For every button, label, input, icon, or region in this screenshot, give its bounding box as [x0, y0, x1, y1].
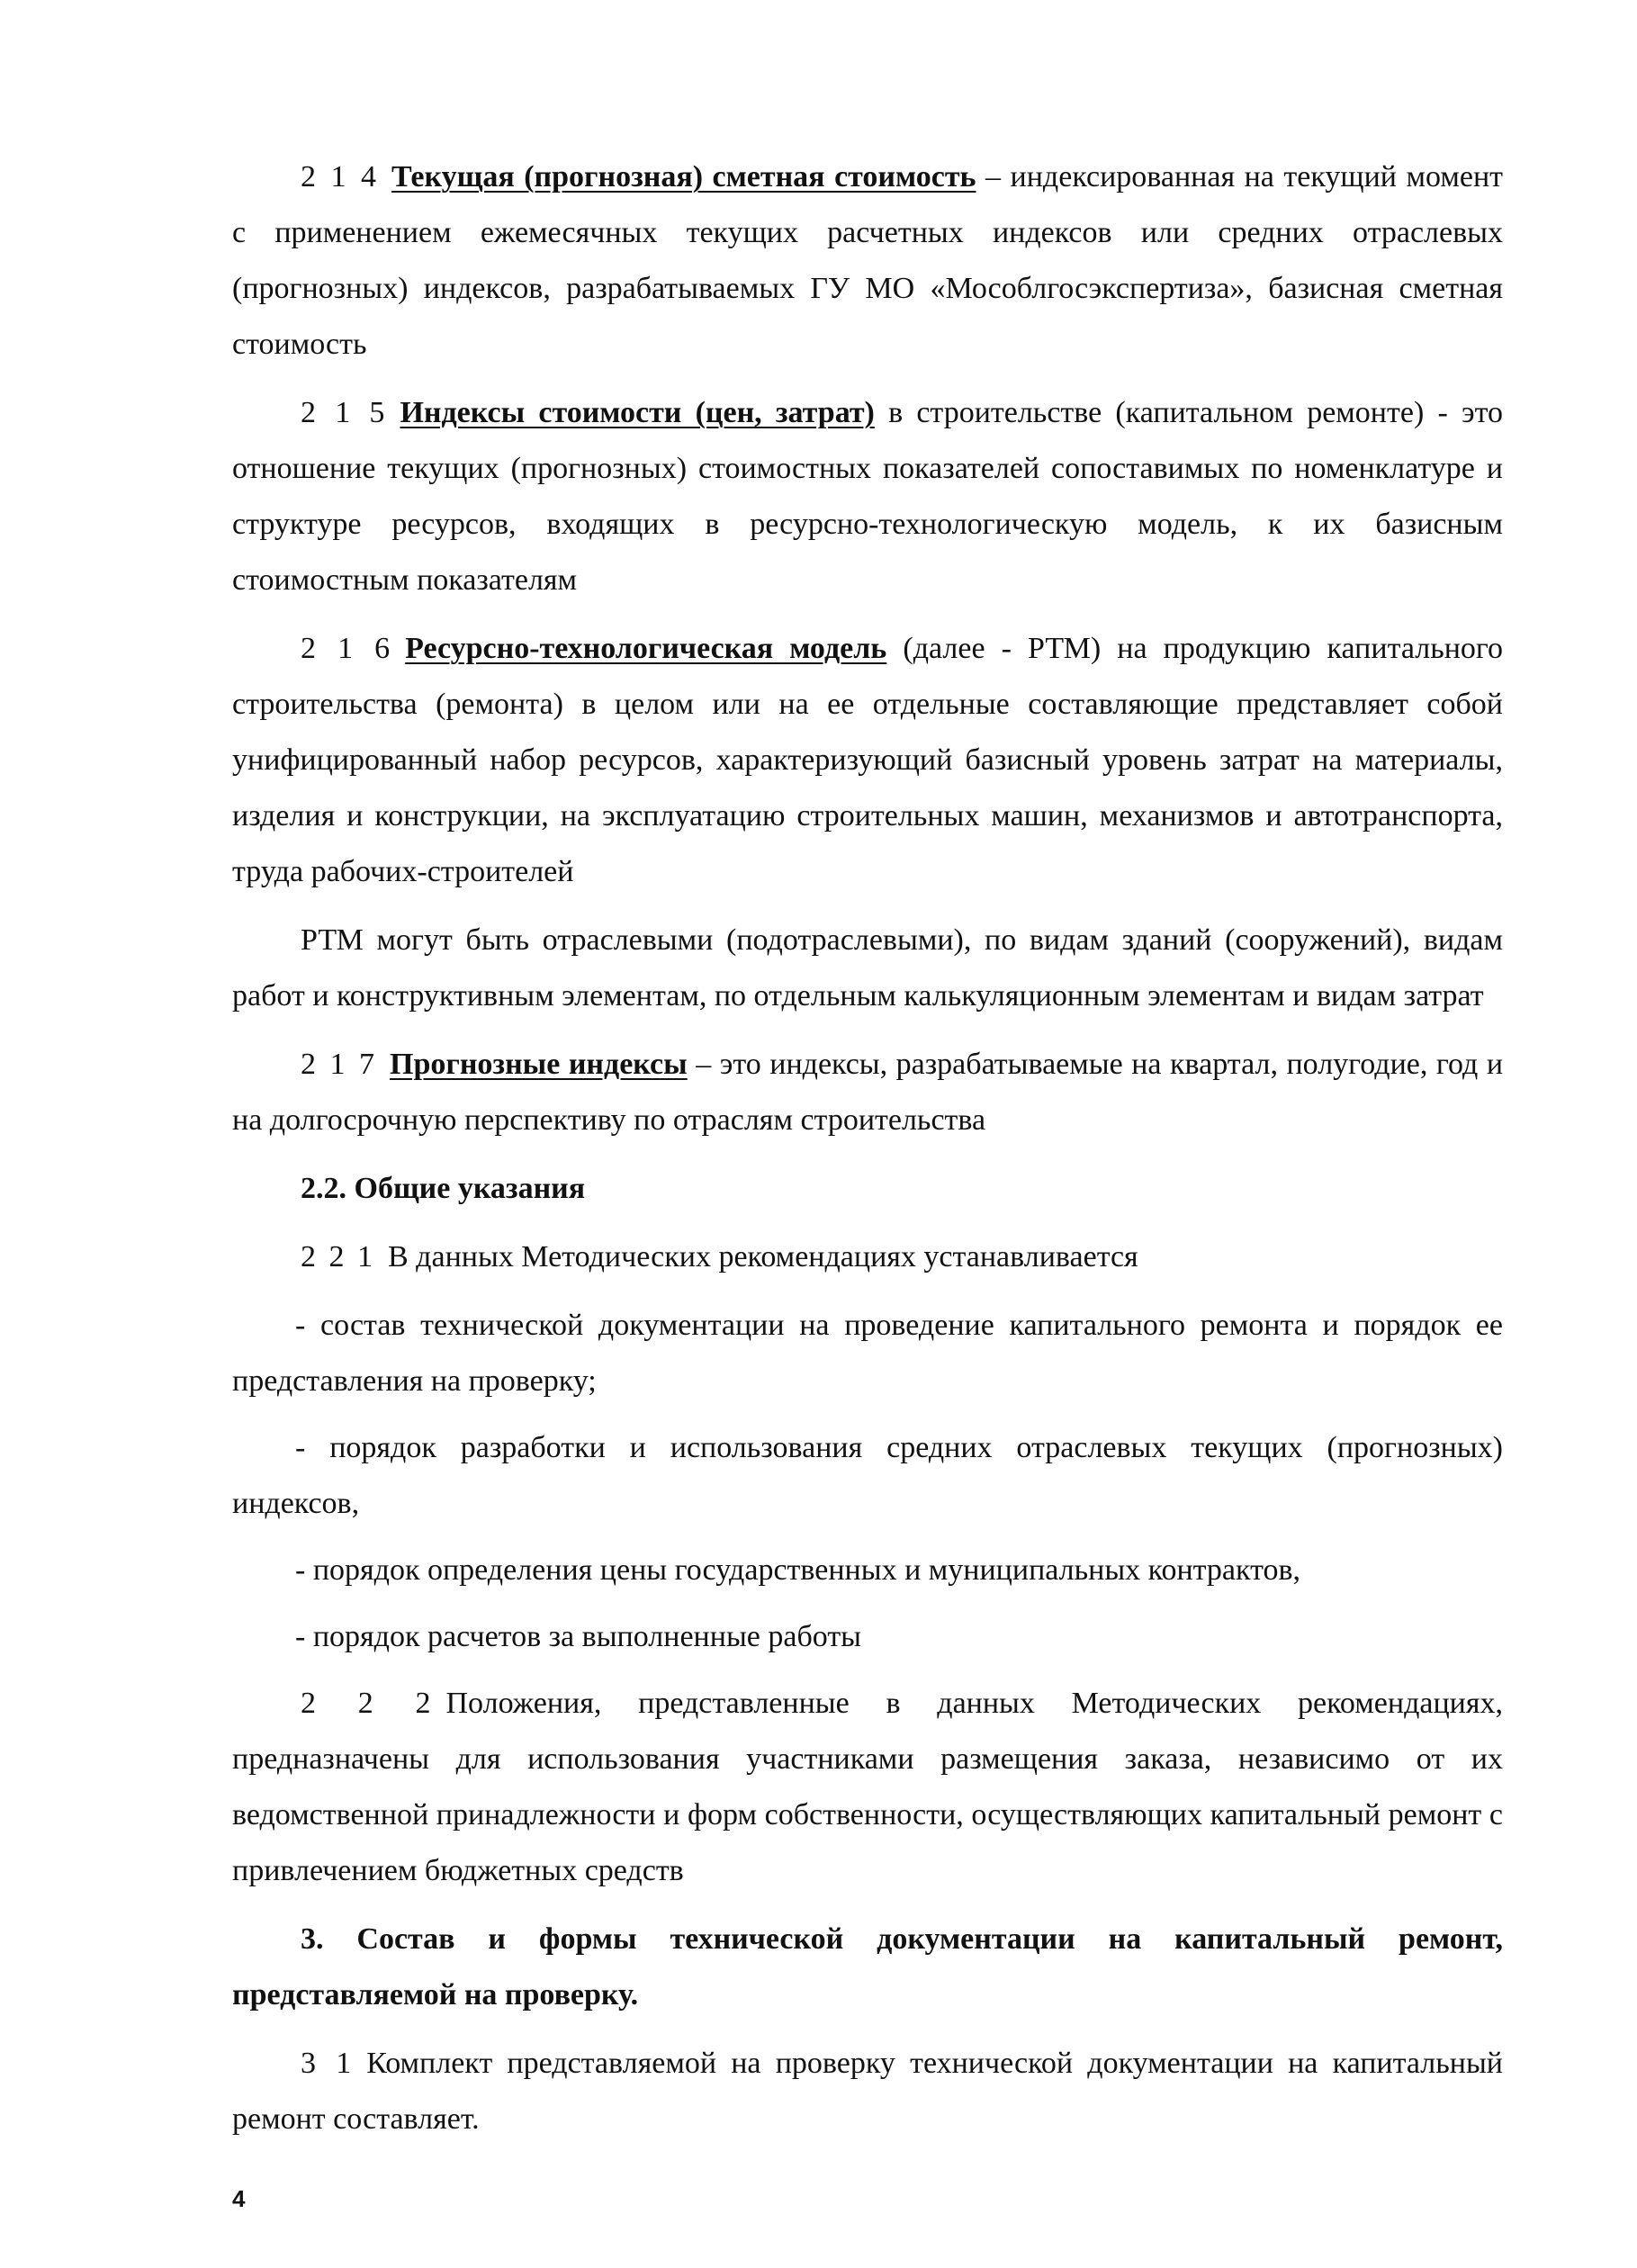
paragraph-2-1-5 — [232, 385, 1503, 608]
paragraph-2-1-6 — [232, 621, 1503, 900]
clause-number: 2 1 7 — [301, 1048, 378, 1081]
list-item: - порядок расчетов за выполненные работы — [295, 1620, 862, 1653]
defined-term: Прогнозные индексы — [390, 1048, 688, 1081]
paragraph-text: – индексированная на текущий момент с применением ежемесячных текущих расчетных индексов или средних отраслевых (прогнозных) индексов, разрабатываемых ГУ МО «Мособлгосэкспертиза», базисная сметная стоимость — [232, 160, 1503, 361]
paragraph-text: в строительстве (капитальном ремонте) - это отношение текущих (прогнозных) стоимостных показателей сопоставимых по номенклатуре и структуре ресурсов, входящих в ресурсно-технологическую модель, к их базисным стоимостным показателям — [232, 396, 1504, 597]
defined-term: Индексы стоимости (цен, затрат) — [400, 396, 875, 429]
page-number: 4 — [232, 2185, 246, 2212]
document-body — [232, 149, 1503, 2160]
clause-number: 2 2 2 — [301, 1687, 434, 1720]
paragraph-text: (далее - РТМ) на продукцию капитального строительства (ремонта) в целом или на ее отдельные составляющие представляет собой унифицированный набор ресурсов, характеризующий базисный уровень затрат на материалы, изделия и конструкции, на эксплуатацию строительных машин, механизмов и автотранспорта, труда рабочих-строителей — [232, 632, 1504, 888]
defined-term: Текущая (прогнозная) сметная стоимость — [391, 160, 976, 194]
section-3-heading: 3. Состав и формы технической документации на капитальный ремонт, представляемой на проверку. — [232, 1922, 1503, 2012]
paragraph-text: Положения, представленные в данных Методических рекомендациях, предназначены для использования участниками размещения заказа, независимо от их ведомственной принадлежности и форм собственности, осуществляющих капитальный ремонт с привлечением бюджетных средств — [232, 1687, 1503, 1887]
clause-number: 2 1 4 — [301, 160, 380, 194]
paragraph-text: В данных Методических рекомендациях устанавливается — [388, 1240, 1138, 1274]
list-item: - состав технической документации на проведение капитального ремонта и порядок ее представления на проверку; — [232, 1309, 1503, 1398]
paragraph-2-2-1 — [232, 1229, 1503, 1285]
paragraph-text: – это индексы, разрабатываемые на квартал, полугодие, год и на долгосрочную перспективу по отраслям строительства — [232, 1048, 1504, 1137]
list-item: - порядок разработки и использования средних отраслевых текущих (прогнозных) индексов, — [232, 1431, 1503, 1520]
paragraph-text: РТМ могут быть отраслевыми (подотраслевыми), по видам зданий (сооружений), видам работ и конструктивным элементам, по отдельным калькуляционным элементам и видам затрат — [232, 923, 1503, 1012]
defined-term: Ресурсно-технологическая модель — [405, 632, 887, 665]
paragraph-text: Комплект представляемой на проверку технической документации на капитальный ремонт составляет. — [232, 2047, 1503, 2136]
clause-number: 3 1 — [301, 2047, 355, 2080]
subheading-general-instructions: 2.2. Общие указания — [301, 1172, 586, 1205]
paragraph-3-1 — [232, 2036, 1503, 2147]
paragraph-2-2-2 — [232, 1676, 1503, 1899]
list-item: - порядок определения цены государственных и муниципальных контрактов, — [295, 1553, 1301, 1587]
paragraph-2-1-7 — [232, 1037, 1503, 1148]
clause-number: 2 1 5 — [301, 396, 388, 429]
paragraph-rtm-types — [232, 913, 1503, 1024]
clause-number: 2 2 1 — [301, 1240, 375, 1274]
clause-number: 2 1 6 — [301, 632, 393, 665]
paragraph-2-1-4 — [232, 149, 1503, 373]
